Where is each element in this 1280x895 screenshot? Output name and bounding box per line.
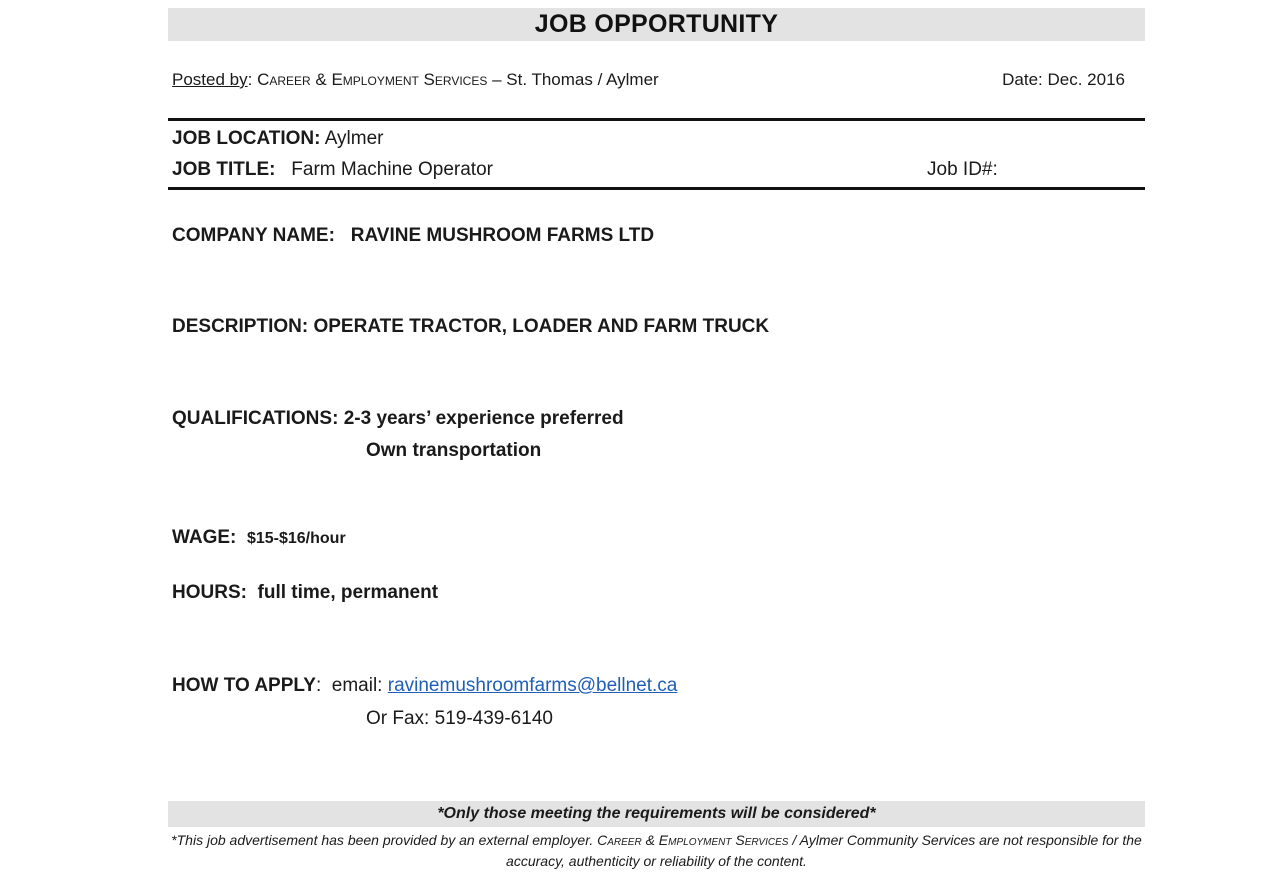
divider-bottom (168, 187, 1145, 190)
apply-label: HOW TO APPLY (172, 675, 316, 696)
email-link[interactable]: ravinemushroomfarms@bellnet.ca (387, 675, 678, 696)
description-label: DESCRIPTION: (172, 316, 309, 337)
qualifications (172, 408, 624, 430)
page-title: JOB OPPORTUNITY (534, 10, 779, 38)
hours-label: HOURS: (172, 582, 247, 603)
qualification-item: 2-3 years’ experience preferred (343, 408, 624, 429)
fax-number: 519-439-6140 (434, 708, 553, 729)
description-value: OPERATE TRACTOR, LOADER AND FARM TRUCK (313, 316, 770, 337)
wage-value: $15-$16/hour (246, 530, 346, 547)
hours-value: full time, permanent (257, 582, 439, 603)
company-label: COMPANY NAME: (172, 225, 335, 246)
disclaimer-start: *This job advertisement has been provided by an external employer. (171, 832, 594, 848)
wage-label: WAGE: (172, 527, 237, 548)
posted-by-label: Posted by (172, 70, 248, 89)
posted-by: Posted by: Career & Employment Services – St. Thomas / Aylmer (172, 70, 659, 89)
company-name (172, 225, 654, 247)
date-value: Dec. 2016 (1047, 70, 1125, 89)
posted-by-location: – St. Thomas / Aylmer (492, 70, 659, 89)
company-value: RAVINE MUSHROOM FARMS LTD (350, 225, 655, 246)
disclaimer (168, 830, 1145, 872)
fax-label: Or Fax: (366, 708, 430, 729)
disclaimer-end: / Aylmer Community Services are not responsible for the accuracy, authenticity or reliability of the content. (506, 832, 1142, 869)
job-title-value: Farm Machine Operator (291, 159, 493, 180)
job-location-value: Aylmer (324, 128, 384, 149)
posted-by-org: Career & Employment Services (257, 70, 488, 89)
job-location-label: JOB LOCATION: (172, 128, 321, 149)
job-title (172, 159, 493, 181)
divider-top (168, 118, 1145, 121)
date-label: Date: (1002, 70, 1043, 89)
qualifications-label: QUALIFICATIONS: (172, 408, 339, 429)
hours (172, 582, 438, 604)
job-location (172, 128, 384, 150)
job-description (172, 316, 769, 338)
fax-line (366, 708, 553, 730)
requirement-note: *Only those meeting the requirements will be considered* (437, 805, 876, 822)
qualification-item: Own transportation (366, 440, 542, 461)
disclaimer-org: Career & Employment Services (597, 832, 789, 848)
wage (172, 527, 346, 549)
how-to-apply: HOW TO APPLY: email: ravinemushroomfarms@bellnet.ca (172, 675, 678, 696)
email-label: email: (331, 675, 383, 696)
job-title-label: JOB TITLE: (172, 159, 276, 180)
posting-date (1002, 70, 1125, 90)
job-id: Job ID#: (927, 159, 998, 180)
